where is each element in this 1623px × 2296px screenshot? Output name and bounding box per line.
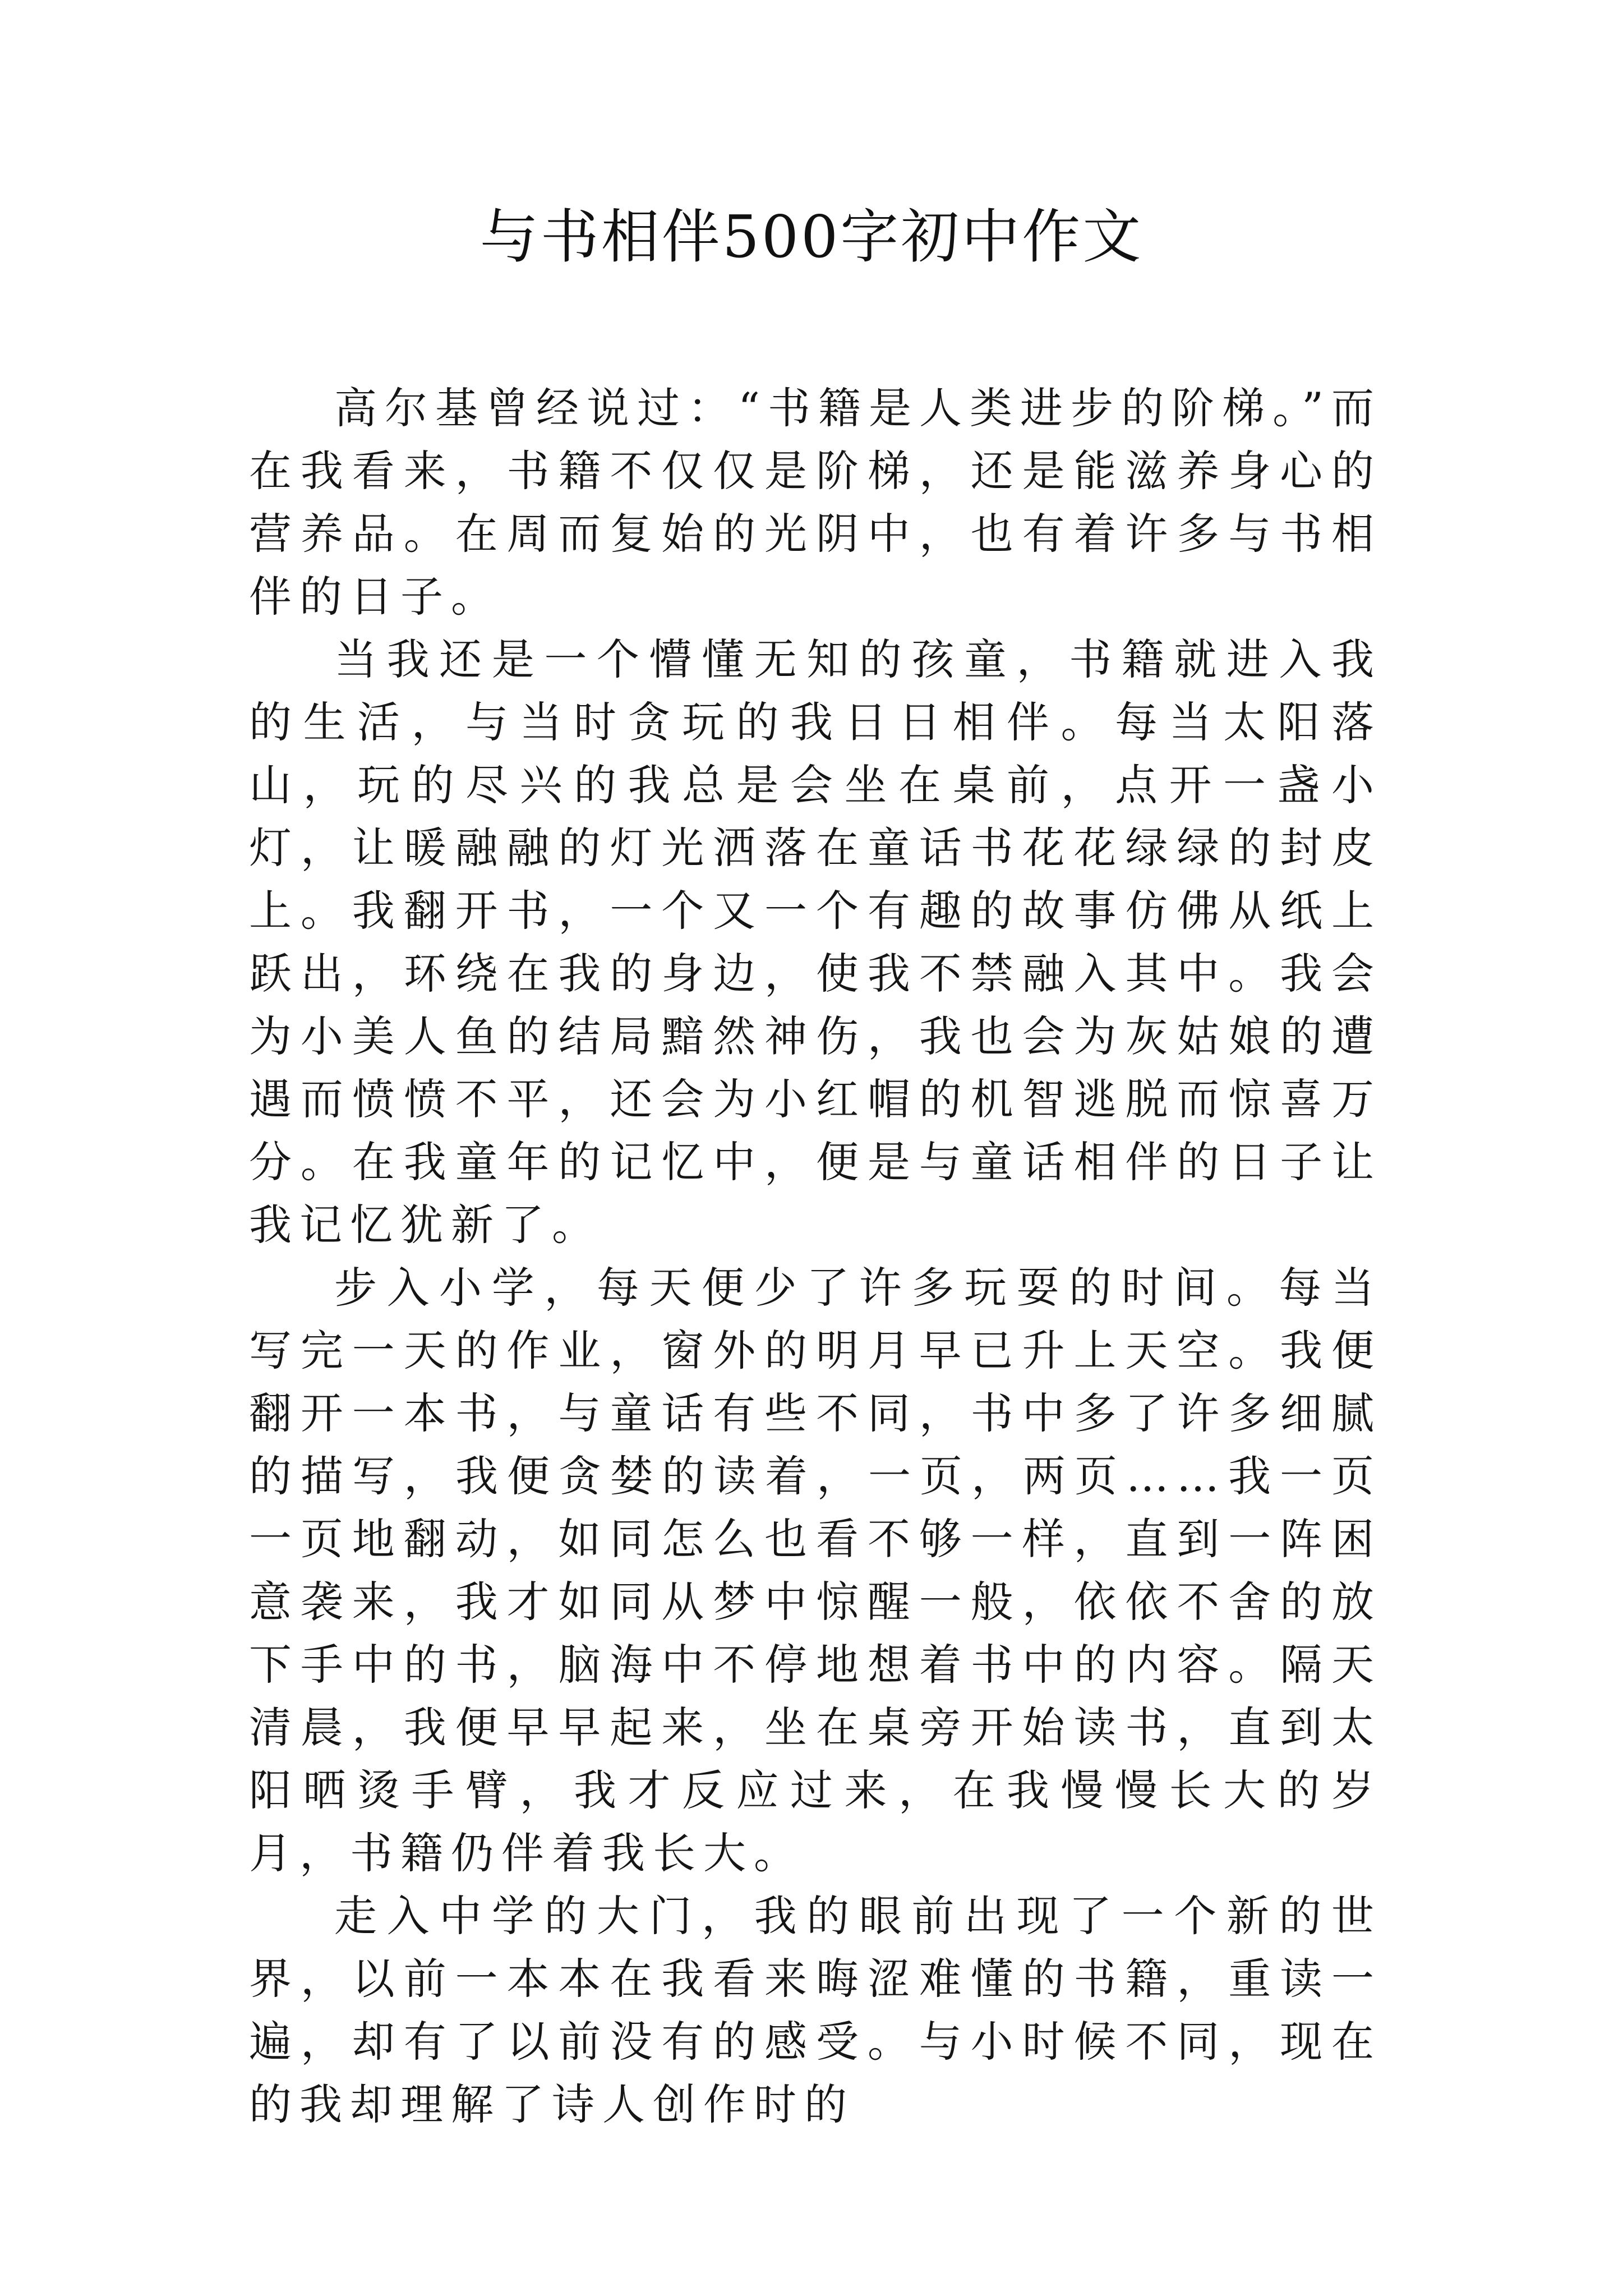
- document-body: [249, 377, 1382, 2136]
- paragraph-1: 高尔基曾经说过：“书籍是人类进步的阶梯。”而在我看来，书籍不仅仅是阶梯，还是能滋养身心的营养品。在周而复始的光阴中，也有着许多与书相伴的日子。: [249, 383, 1382, 622]
- document-title: 与书相伴500字初中作文: [479, 203, 1144, 271]
- paragraph-3: 步入小学，每天便少了许多玩耍的时间。每当写完一天的作业，窗外的明月早已升上天空。我便翻开一本书，与童话有些不同，书中多了许多细腻的描写，我便贪婪的读着，一页，两页……我一页一页地翻动，如同怎么也看不够一样，直到一阵困意袭来，我才如同从梦中惊醒一般，依依不舍的放下手中的书，脑海中不停地想着书中的内容。隔天清晨，我便早早起来，坐在桌旁开始读书，直到太阳晒烫手臂，我才反应过来，在我慢慢长大的岁月，书籍仍伴着我长大。: [249, 1263, 1382, 1878]
- paragraph-2: 当我还是一个懵懂无知的孩童，书籍就进入我的生活，与当时贪玩的我日日相伴。每当太阳落山，玩的尽兴的我总是会坐在桌前，点开一盏小灯，让暖融融的灯光洒落在童话书花花绿绿的封皮上。我翻开书，一个又一个有趣的故事仿佛从纸上跃出，环绕在我的身边，使我不禁融入其中。我会为小美人鱼的结局黯然神伤，我也会为灰姑娘的遭遇而愤愤不平，还会为小红帽的机智逃脱而惊喜万分。在我童年的记忆中，便是与童话相伴的日子让我记忆犹新了。: [249, 634, 1382, 1250]
- paragraph-4: 走入中学的大门，我的眼前出现了一个新的世界，以前一本本在我看来晦涩难懂的书籍，重读一遍，却有了以前没有的感受。与小时候不同，现在的我却理解了诗人创作时的: [249, 1891, 1382, 2129]
